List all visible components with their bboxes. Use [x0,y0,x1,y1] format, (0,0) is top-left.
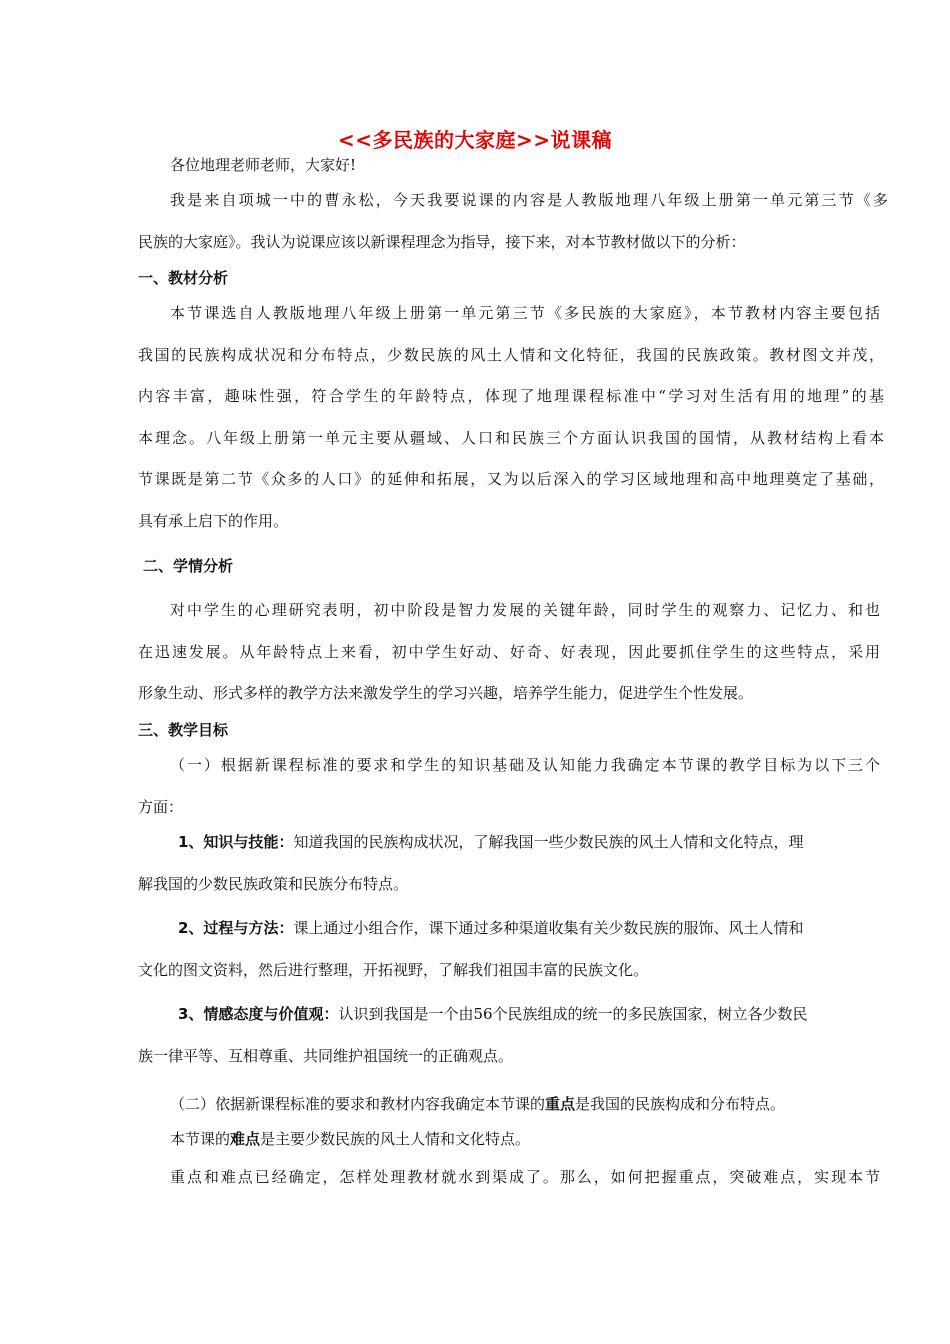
difficulty-bold: 难点 [230,1130,261,1148]
intro-line-1: 我是来自项城一中的曹永松，今天我要说课的内容是人教版地理八年级上册第一单元第三节《多 [170,191,888,209]
goal-1-line-2: 解我国的少数民族政策和民族分布特点。 [138,875,409,893]
greeting: 各位地理老师老师，大家好! [170,156,357,174]
section-2-line-3: 形象生动、形式多样的教学方法来激发学生的学习兴趣，培养学生能力，促进学生个性发展。 [138,684,754,702]
section-3-heading: 三、教学目标 [138,721,229,739]
goal-intro-line-2: 方面： [138,798,184,816]
difficulty-line [170,1129,920,1149]
section-2-heading: 二、学情分析 [143,557,234,575]
difficulty-pre: 本节课的 [170,1130,231,1148]
closing-line: 重点和难点已经确定，怎样处理教材就水到渠成了。那么，如何把握重点，突破难点，实现本节 [170,1168,880,1186]
key-point-line [170,1094,920,1114]
goal-intro-line-1: （一）根据新课程标准的要求和学生的知识基础及认知能力我确定本节课的教学目标为以下三个 [170,756,880,774]
goal-1-line-1 [178,832,880,852]
section-1-line-3: 内容丰富，趣味性强，符合学生的年龄特点，体现了地理课程标准中“学习对生活有用的地理”的基 [138,387,884,405]
goal-1-text: 知道我国的民族构成状况，了解我国一些少数民族的风土人情和文化特点，理 [293,833,804,851]
goal-3-line-2: 族一律平等、互相尊重、共同维护祖国统一的正确观点。 [138,1047,514,1065]
goal-2-line-2: 文化的图文资料，然后进行整理，开拓视野，了解我们祖国丰富的民族文化。 [138,961,649,979]
goal-3-label: 3、情感态度与价值观： [178,1005,339,1023]
section-2-line-1: 对中学生的心理研究表明，初中阶段是智力发展的关键年龄，同时学生的观察力、记忆力、和也 [170,601,880,619]
section-1-line-4: 本理念。八年级上册第一单元主要从疆域、人口和民族三个方面认识我国的国情，从教材结构上看本 [138,429,884,447]
key-point-pre: （二）依据新课程标准的要求和教材内容我确定本节课的 [170,1095,546,1113]
difficulty-post: 是主要少数民族的风土人情和文化特点。 [260,1130,531,1148]
section-1-line-5: 节课既是第二节《众多的人口》的延伸和拓展，又为以后深入的学习区域地理和高中地理奠定了基础， [138,470,884,488]
goal-1-label: 1、知识与技能： [178,833,294,851]
goal-3-line-1 [178,1004,880,1024]
key-point-post: 是我国的民族构成和分布特点。 [575,1095,786,1113]
key-point-bold: 重点 [545,1095,576,1113]
section-1-line-1: 本节课选自人教版地理八年级上册第一单元第三节《多民族的大家庭》，本节教材内容主要包括 [170,304,880,322]
goal-2-line-1 [178,918,880,938]
section-1-heading: 一、教材分析 [138,269,229,287]
intro-line-2: 民族的大家庭》。我认为说课应该以新课程理念为指导，接下来，对本节教材做以下的分析： [138,233,746,251]
section-2-line-2: 在迅速发展。从年龄特点上来看，初中学生好动、好奇、好表现，因此要抓住学生的这些特点，采用 [138,643,880,661]
section-1-line-2: 我国的民族构成状况和分布特点，少数民族的风土人情和文化特征，我国的民族政策。教材图文并茂， [138,346,884,364]
document-title: <<多民族的大家庭>>说课稿 [337,128,613,152]
goal-2-label: 2、过程与方法： [178,919,294,937]
goal-3-text: 认识到我国是一个由56个民族组成的统一的多民族国家，树立各少数民 [338,1005,808,1023]
goal-2-text: 课上通过小组合作，课下通过多种渠道收集有关少数民族的服饰、风土人情和 [293,919,804,937]
section-1-line-6: 具有承上启下的作用。 [138,512,289,530]
